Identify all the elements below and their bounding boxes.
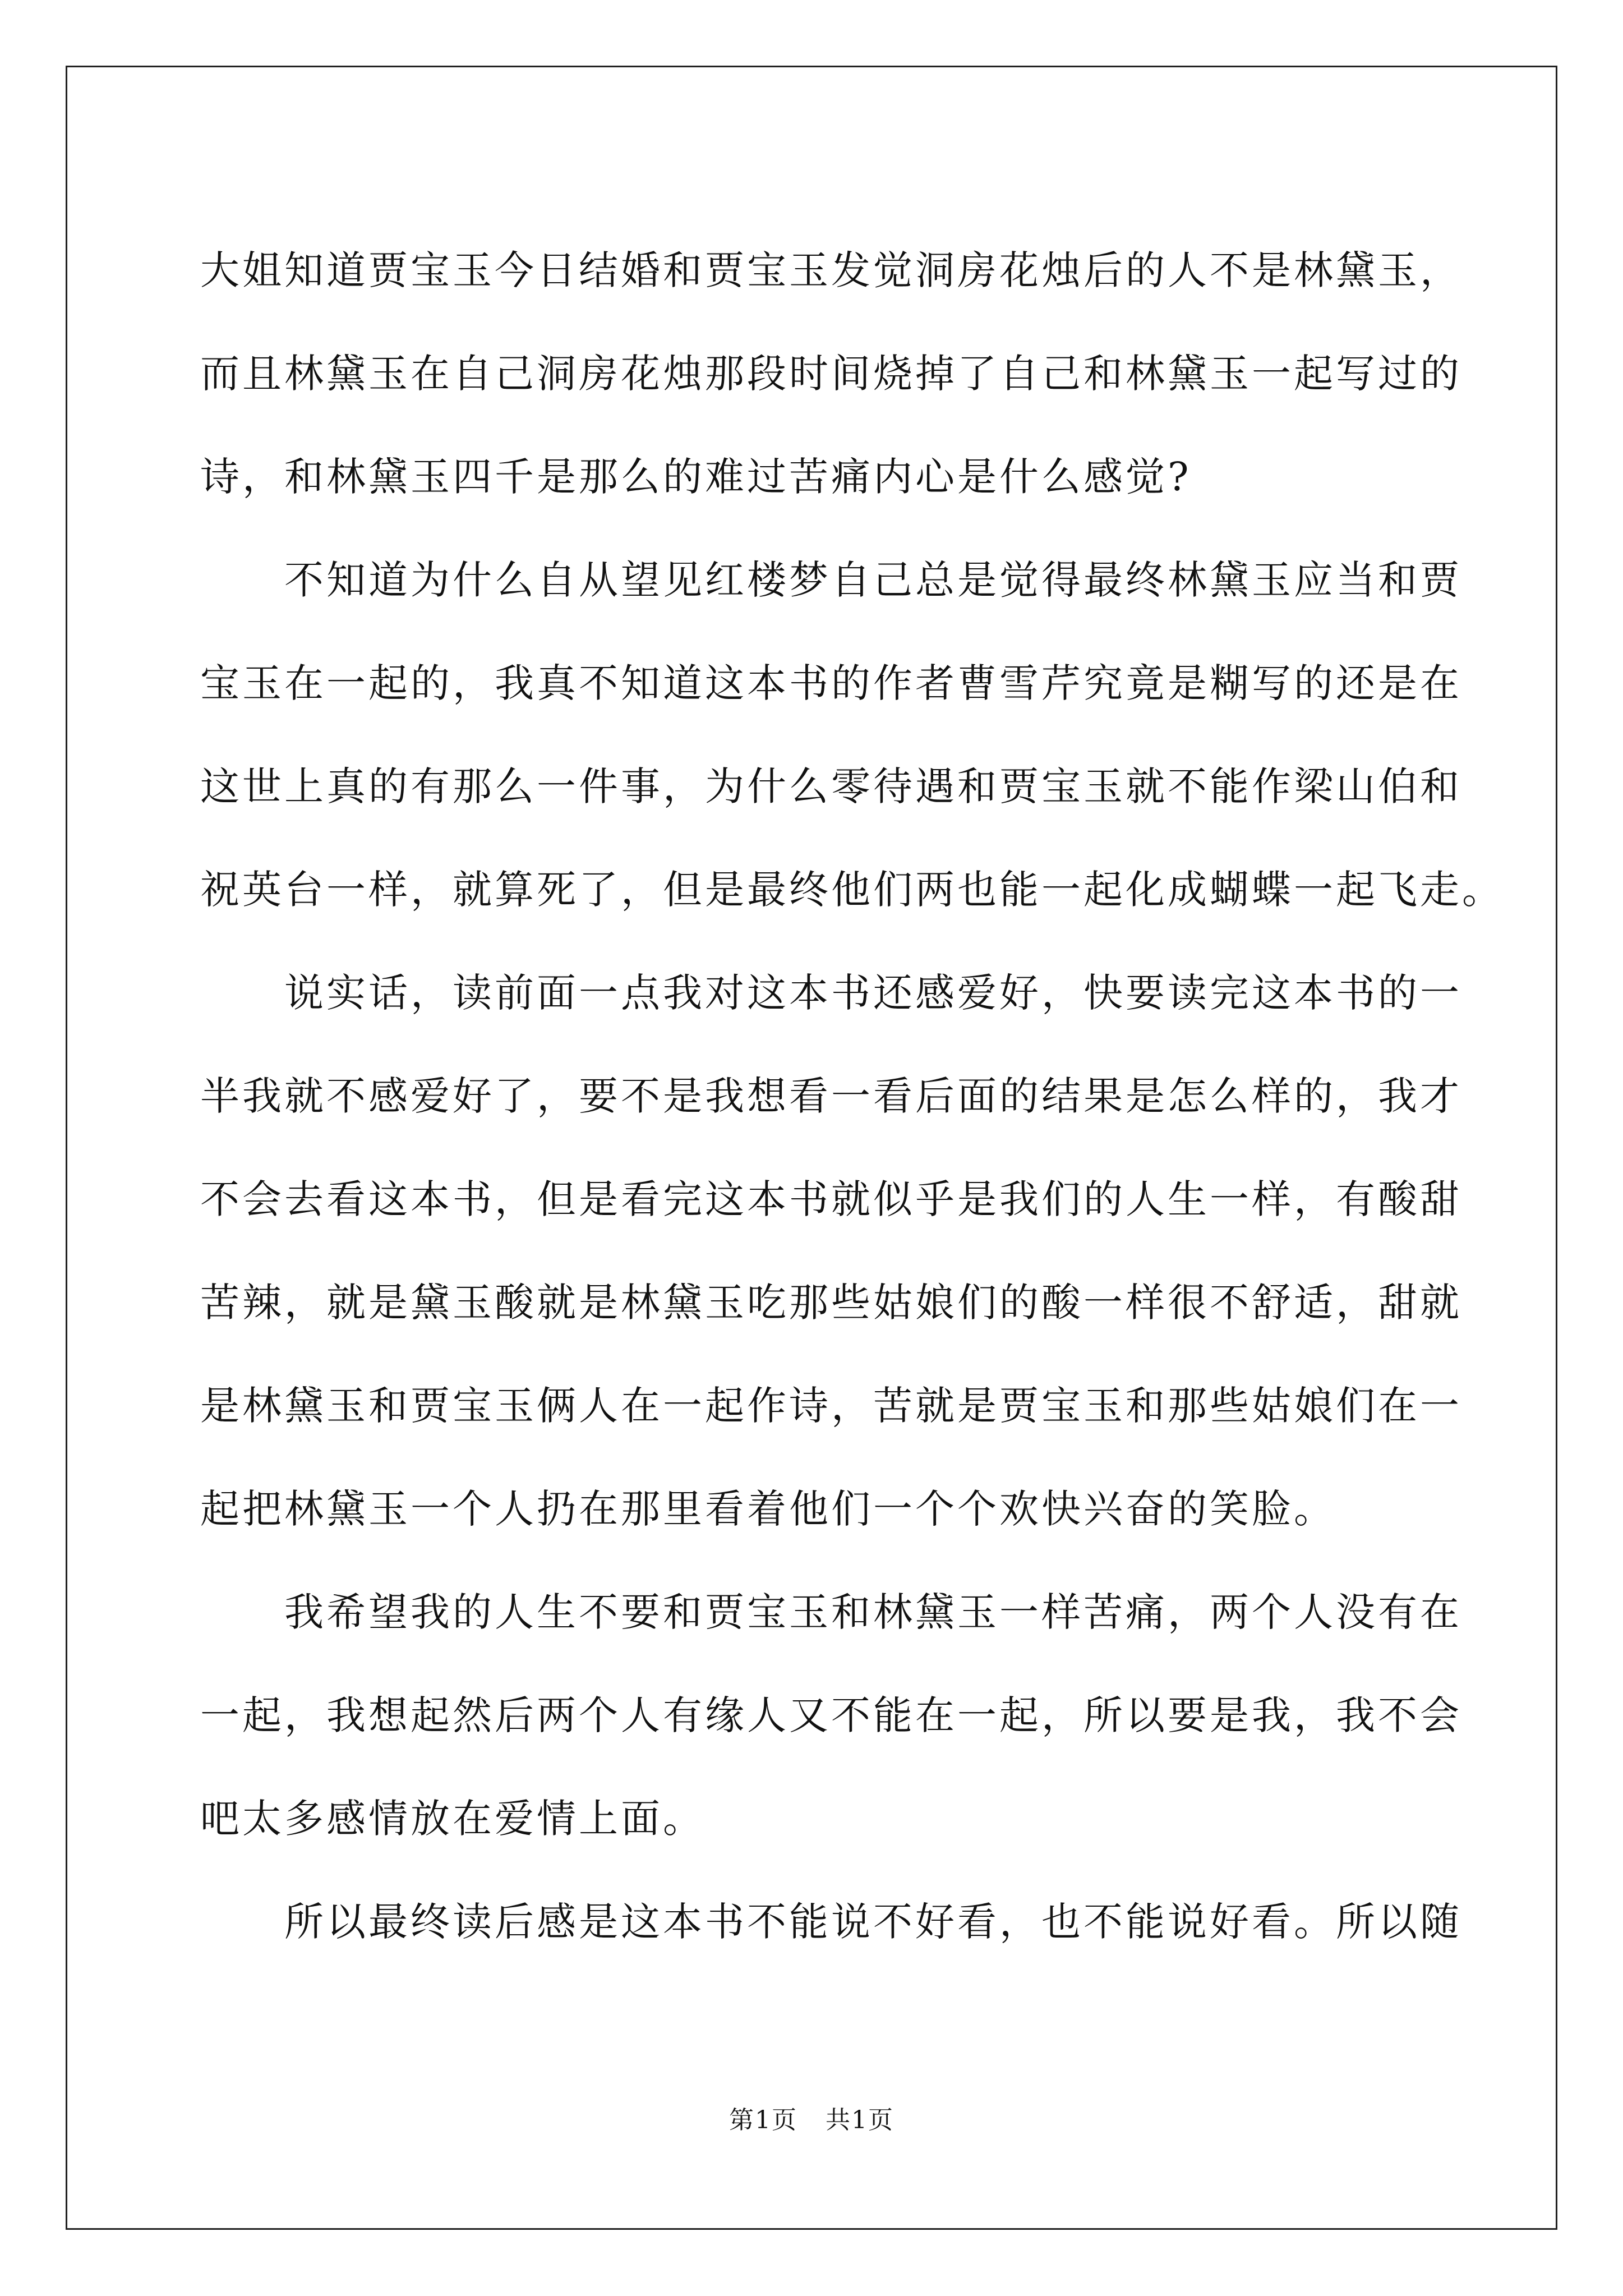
text-line: 起把林黛玉一个人扔在那里看着他们一个个欢快兴奋的笑脸。 — [200, 1486, 1336, 1532]
paragraph-4 — [200, 1561, 1462, 1870]
paragraph-2 — [200, 528, 1504, 941]
text-line: 所以最终读后感是这本书不能说不好看，也不能说好看。所以随 — [284, 1899, 1462, 1945]
text-line: 宝玉在一起的，我真不知道这本书的作者曹雪芹究竟是糊写的还是在 — [200, 660, 1462, 706]
text-line: 这世上真的有那么一件事，为什么零待遇和贾宝玉就不能作梁山伯和 — [200, 763, 1462, 809]
page-total: 共1页 — [826, 2106, 894, 2134]
text-line: 祝英台一样，就算死了，但是最终他们两也能一起化成蝴蝶一起飞走。 — [200, 867, 1504, 913]
text-line: 不会去看这本书，但是看完这本书就似乎是我们的人生一样，有酸甜 — [200, 1176, 1462, 1222]
text-line: 是林黛玉和贾宝玉俩人在一起作诗，苦就是贾宝玉和那些姑娘们在一 — [200, 1383, 1462, 1429]
text-line: 半我就不感爱好了，要不是我想看一看后面的结果是怎么样的，我才 — [200, 1073, 1462, 1119]
text-line: 不知道为什么自从望见红楼梦自己总是觉得最终林黛玉应当和贾 — [284, 557, 1462, 603]
paragraph-1 — [200, 219, 1462, 528]
paragraph-3 — [200, 941, 1462, 1561]
text-line: 一起，我想起然后两个人有缘人又不能在一起，所以要是我，我不会 — [200, 1692, 1462, 1738]
text-line: 而且林黛玉在自己洞房花烛那段时间烧掉了自己和林黛玉一起写过的 — [200, 351, 1462, 397]
document-body — [200, 219, 1504, 1973]
text-line: 苦辣，就是黛玉酸就是林黛玉吃那些姑娘们的酸一样很不舒适，甜就 — [200, 1280, 1462, 1326]
paragraph-5 — [200, 1870, 1462, 1973]
text-line: 我希望我的人生不要和贾宝玉和林黛玉一样苦痛，两个人没有在 — [284, 1589, 1462, 1635]
text-line: 吧太多感情放在爱情上面。 — [200, 1796, 705, 1842]
page-footer — [0, 2104, 1623, 2137]
page-number: 第1页 — [729, 2106, 797, 2134]
text-line: 诗，和林黛玉四千是那么的难过苦痛内心是什么感觉? — [200, 454, 1192, 500]
text-line: 大姐知道贾宝玉今日结婚和贾宝玉发觉洞房花烛后的人不是林黛玉， — [200, 247, 1462, 293]
text-line: 说实话，读前面一点我对这本书还感爱好，快要读完这本书的一 — [284, 970, 1462, 1016]
